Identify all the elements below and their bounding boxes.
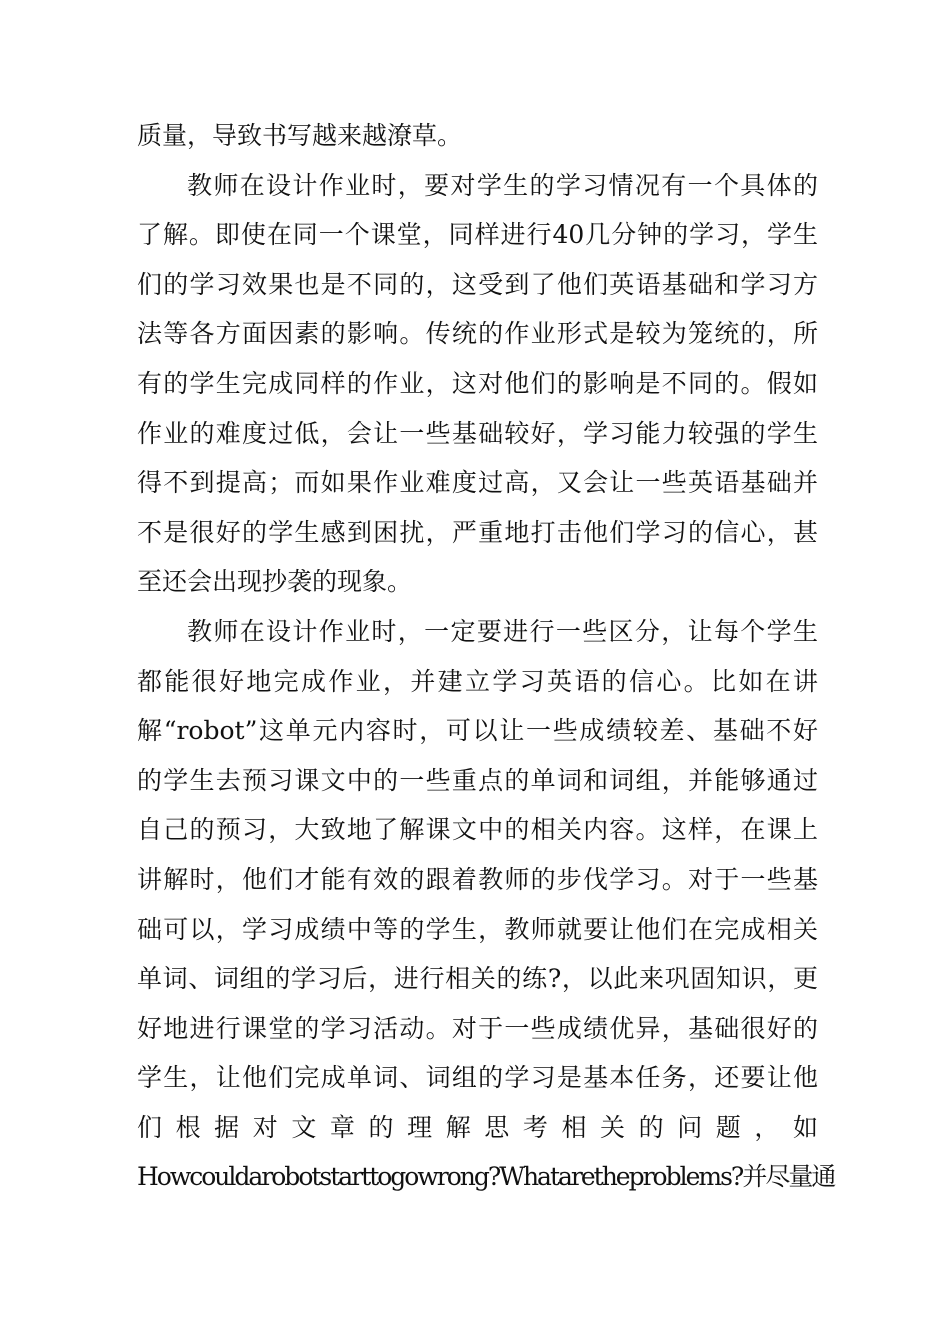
text-line: 教师在设计作业时，要对学生的学习情况有一个具体的 [187, 170, 818, 200]
text-line: 单词、词组的学习后，进行相关的练?，以此来巩固知识，更 [137, 964, 818, 994]
text-line: 有的学生完成同样的作业，这对他们的影响是不同的。假如 [137, 368, 818, 398]
text-line: 质量，导致书写越来越潦草。 [137, 121, 463, 150]
text-line: 学生，让他们完成单词、词组的学习是基本任务，还要让他 [137, 1063, 818, 1093]
text-line: 得不到提高；而如果作业难度过高，又会让一些英语基础并 [137, 468, 818, 498]
text-line: 讲解时，他们才能有效的跟着教师的步伐学习。对于一些基 [137, 864, 818, 894]
text-line: 础可以，学习成绩中等的学生，教师就要让他们在完成相关 [137, 914, 818, 944]
text-line: 作业的难度过低，会让一些基础较好，学习能力较强的学生 [137, 418, 818, 448]
text-line: 了解。即使在同一个课堂，同样进行40几分钟的学习，学生 [137, 220, 818, 250]
text-line: Howcouldarobotstarttogowrong?Whataretheproblems?并尽量通 [137, 1162, 835, 1192]
text-line: 们根据对文章的理解思考相关的问题，如 [137, 1112, 818, 1142]
text-line: 至还会出现抄袭的现象。 [137, 567, 413, 597]
text-line: 法等各方面因素的影响。传统的作业形式是较为笼统的，所 [137, 319, 818, 349]
text-line: 自己的预习，大致地了解课文中的相关内容。这样，在课上 [137, 815, 818, 845]
text-line: 好地进行课堂的学习活动。对于一些成绩优异，基础很好的 [137, 1013, 818, 1043]
text-line: 们的学习效果也是不同的，这受到了他们英语基础和学习方 [137, 269, 818, 299]
text-line: 都能很好地完成作业，并建立学习英语的信心。比如在讲 [137, 666, 818, 696]
text-line: 教师在设计作业时，一定要进行一些区分，让每个学生 [187, 616, 818, 646]
document-body [137, 111, 835, 1202]
text-line: 的学生去预习课文中的一些重点的单词和词组，并能够通过 [137, 765, 818, 795]
text-line: 解“robot”这单元内容时，可以让一些成绩较差、基础不好 [137, 716, 818, 746]
text-line: 不是很好的学生感到困扰，严重地打击他们学习的信心，甚 [137, 517, 818, 547]
